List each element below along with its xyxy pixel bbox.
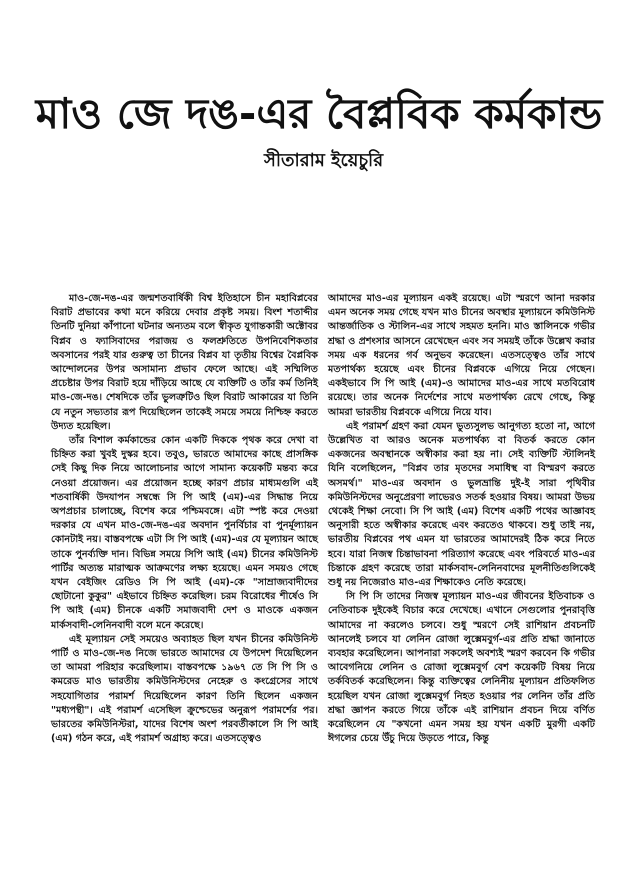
paragraph: এই মূল্যায়ন সেই সময়েও অব্যাহত ছিল যখন চীনের কমিউনিস্ট পার্টি ও মাও-জে-দঙ নিজে ভারতে আমাদের যে উপদেশ দিয়েছিলেন তা আমরা পরিহার করেছিলাম। বাস্তবপক্ষে ১৯৬৭ তে সি পি সি ও কমরেড মাও ভারতীয় কমিউনিস্টদের নেহেরু ও কংগ্রেসের সাথে সহযোগিতার পরামর্শ দিয়েছিলেন কারণ তিনি ছিলেন একজন "মধ্যপন্থী"। এই পরামর্শ এসেছিল ক্রুশ্চেভের অনুরূপ পরামর্শের পর। ভারতের কমিউনিস্টরা, যাদের বিশেষ অংশ পরবর্তীকালে সি পি আই (এম) গঠন করে, এই পরামর্শ অগ্রাহ্য করে। এতসত্ত্বেও — [51, 633, 318, 745]
article-author: সীতারাম ইয়েচুরি — [264, 150, 384, 171]
paragraph: এই পরামর্শ গ্রহণ করা যেমন ভুত্যসুলভ আনুগত্য হতো না, আগে উল্লেখিত বা আরও অনেক মতপার্থক্য বা বিতর্ক করতে কোন একজনের অবস্থানকে অস্বীকার করা হয় না। সেই ব্যক্তিটি স্টালিনই যিনি বলেছিলেন, "বিপ্লব তার মৃতদের সমাধিস্থ বা বিস্মরণ করতে অসমর্থ।" মাও-এর অবদান ও ভুলভ্রান্তি দুই-ই সারা পৃথিবীর কমিউনিস্টদের অনুপ্রেরণা লাভেরও সতর্ক হওয়ার বিষয়। আমরা উভয় থেকেই শিক্ষা নেবো। সি পি আই (এম) বিশেষ একটি পথের আজ্ঞাবহ অনুসারী হতে অস্বীকার করেছে এবং করতেও থাকবে। শুধু তাই নয়, ভারতীয় বিপ্লবের পথ এমন যা ভারতের আমাদেরই ঠিক করে নিতে হবে। যারা নিজস্ব চিন্তাভাবনা পরিত্যাগ করেছে এবং পরিবর্তে মাও-এর চিন্তাকে গ্রহণ করেছে তারা মার্কসবাদ-লেনিনবাদের মূলনীতিগুলিকেই শুধু নয় নিজেরাও মাও-এর শিক্ষাকেও নেতি করেছে। — [328, 420, 595, 589]
paragraph: তাঁর বিশাল কর্মকান্ডের কোন একটি দিককে পৃথক করে দেখা বা চিহ্নিত করা খুবই দুস্কর হবে। তবুও, ভারতে আমাদের কাছে প্রাসঙ্গিক সেই কিছু দিক নিয়ে আলোচনার আগে সামান্য কয়েকটি মন্তব্য করে নেওয়া প্রয়োজন। এর প্রয়োজন হচ্ছে কারণ প্রচার মাধ্যমগুলি এই শতবার্ষিকী উদযাপন সম্বন্ধে সি পি আই (এম)-এর সিদ্ধান্ত নিয়ে অপপ্রচার চালাচ্ছে, বিশেষ করে পশ্চিমবঙ্গে। এটা স্পষ্ট করে দেওয়া দরকার যে এখন মাও-জে-দঙ-এর অবদান পুনর্বিচার বা পুনর্মূল্যায়ন কোনটাই নয়। বাস্তবপক্ষে এটা সি পি আই (এম)-এর যে মূল্যায়ন আছে তাকে পুনর্ব্যক্তি দান। বিভিন্ন সময়ে সিপি আই (এম) চীনের কমিউনিস্ট পার্টির অত্যন্ত মারাত্মক আক্রমণের লক্ষ্য হয়েছে। এমন সময়ও গেছে যখন বেইজিং রেডিও সি পি আই (এম)-কে "সাম্রাজ্যবাদীদের ছোটানো কুকুর" এইভাবে চিহ্নিত করেছিল। চরম বিরোধের শীর্ষেও সি পি আই (এম) চীনকে একটি সমাজবাদী দেশ ও মাওকে একজন মার্কসবাদী-লেনিনবাদী বলে মনে করেছে। — [51, 435, 318, 631]
paragraph: সি পি সি তাদের নিজস্ব মূল্যায়ন মাও-এর জীবনের ইতিবাচক ও নেতিবাচক দুইকেই বিচার করে দেখেছে। এখানে সেগুলোর পুনরাবৃত্তি আমাদের না করলেও চলবে। শুধু স্মরণে সেই রাশিয়ান প্রবচনটি আনলেই চলবে যা লেনিন রোজা লুক্সেমবুর্গ-এর প্রতি শ্রদ্ধা জানাতে ব্যবহার করেছিলেন। আপনারা সকলেই অবশ্যই স্মরণ করবেন কি গভীর আবেগনিয়ে লেনিন ও রোজা লুক্সেমবুর্গ বেশ কয়েকটি বিষয় নিয়ে তর্কবিতর্ক করেছিলেন। কিন্তু ব্যক্তিত্বের লেনিনীয় মূল্যায়ন প্রতিফলিত হয়েছিল যখন রোজা লুক্সেমবুর্গ নিহত হওয়ার পর লেনিন তাঁর প্রতি শ্রদ্ধা জ্ঞাপন করতে গিয়ে তাঁকে এই রাশিয়ান প্রবচন দিয়ে বর্ণিত করেছিলেন যে "কখনো এমন সময় হয় যখন একটি মুরগী একটি ঈগলের চেয়ে উঁচু দিয়ে উড়তে পারে, কিন্তু — [328, 591, 595, 745]
article-title: মাও জে দঙ-এর বৈপ্লবিক কর্মকান্ড — [35, 89, 603, 138]
right-column — [328, 292, 595, 747]
paragraph: মাও-জে-দঙ-এর জন্মশতবার্ষিকী বিশ্ব ইতিহাসে চীন মহাবিপ্লবের বিরাট প্রভাবের কথা মনে করিয়ে দেবার প্রকৃষ্ট সময়। বিংশ শতাব্দীর তিনটি দুনিয়া কাঁপানো ঘটনার অন্যতম বলে স্বীকৃত যুগান্তকারী অক্টোবর বিপ্লব ও ফ্যাসিবাদের পরাজয় ও ফলশ্রুতিতে উপনিবেশিকতার অবসানের পরই যার গুরুত্ব তা চীনের বিপ্লব যা তৃতীয় বিশ্বের বৈপ্লবিক আন্দোলনের উপর অসামান্য প্রভাব ফেলে আছে। এই সম্মিলিত প্রচেষ্টার উপর বিরাট হয়ে দাঁড়িয়ে আছে যে ব্যক্তিটি ও তাঁর কর্ম তিনিই মাও-জে-দঙ। শেষদিকে তাঁর ভুলত্রুটিও ছিল বিরাট আকারের যা তিনি যে নতুন সভ্যতার রূপ দিয়েছিলেন তাকেই সময়ে সময়ে নিশ্চিহ্ন করতে উদ্যত হয়েছিল। — [51, 293, 318, 432]
paragraph: আমাদের মাও-এর মূল্যায়ন একই রয়েছে। এটা স্মরণে আনা দরকার এমন অনেক সময় গেছে যখন মাও চীনের অবস্থার মূল্যায়নে কমিউনিস্ট আন্তর্জাতিক ও স্টালিন-এর সাথে সহমত হননি। মাও স্তালিনকে গভীর শ্রদ্ধা ও প্রশংসার আসনে রেখেছেন এবং সব সময়ই তাঁকে উল্লেখ করার সময় এক ধরনের গর্ব অনুভব করেছেন। এতসত্ত্বেও তাঁর সাথে মতপার্থক্য হয়েছে এবং চীনের বিপ্লবকে এগিয়ে নিয়ে গেছেন। একইভাবে সি পি আই (এম)-ও আমাদের মাও-এর সাথে মতবিরোধ রয়েছে। তার অনেক নির্দেশের সাথে মতপার্থক্য রেখে গেছে, কিন্তু আমরা ভারতীয় বিপ্লবকে এগিয়ে নিয়ে যাব। — [328, 293, 595, 418]
left-column — [51, 292, 318, 747]
